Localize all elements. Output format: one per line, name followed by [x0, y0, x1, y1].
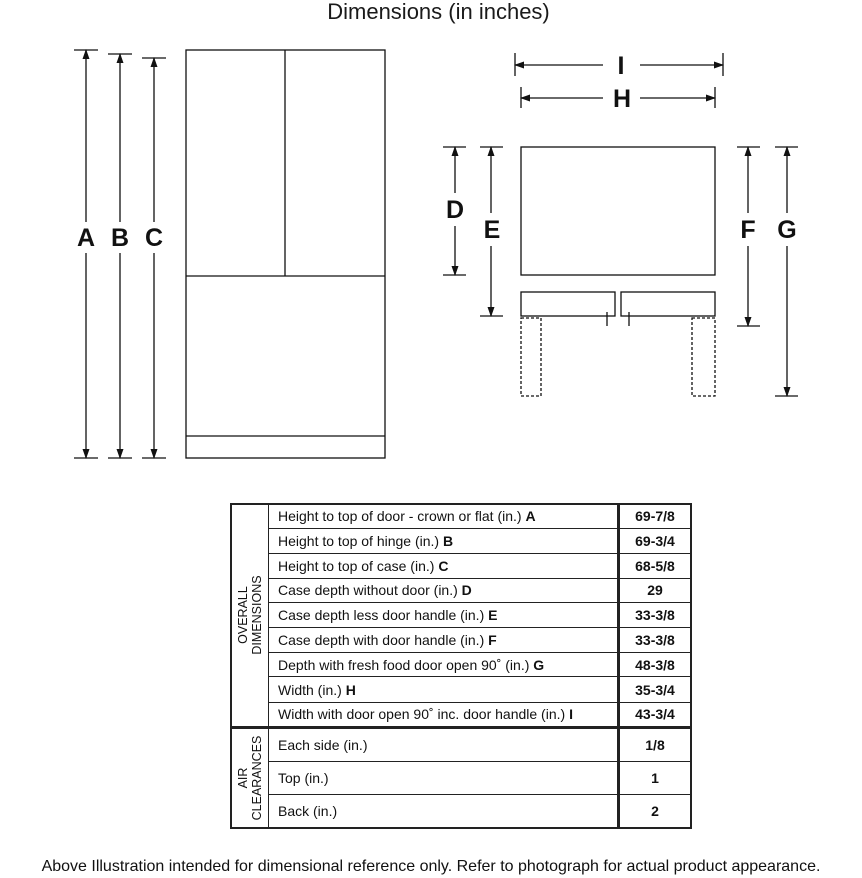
table-row	[231, 702, 691, 727]
row-label: Case depth without door (in.) D	[269, 578, 619, 602]
label-c: C	[144, 224, 164, 252]
label-a: A	[76, 224, 96, 252]
label-g: G	[777, 216, 797, 244]
row-value: 2	[619, 795, 692, 828]
dimension-b-line	[108, 54, 132, 458]
row-value: 43-3/4	[619, 702, 692, 727]
table-row	[231, 603, 691, 628]
row-label: Height to top of door - crown or flat (in.) A	[269, 504, 619, 528]
row-label: Case depth less door handle (in.) E	[269, 603, 619, 628]
row-value: 1	[619, 761, 692, 794]
row-label: Width (in.) H	[269, 677, 619, 702]
diagram-title: Dimensions (in inches)	[327, 0, 550, 24]
open-doors-dashed	[521, 318, 715, 396]
table-row	[231, 795, 691, 828]
label-b: B	[110, 224, 130, 252]
row-value: 69-7/8	[619, 504, 692, 528]
group-label-overall-dimensions: OVERALL DIMENSIONS	[231, 504, 269, 727]
row-value: 48-3/8	[619, 653, 692, 677]
label-h: H	[612, 85, 632, 113]
label-i: I	[617, 52, 625, 80]
table-row	[231, 553, 691, 578]
row-label: Each side (in.)	[269, 727, 619, 761]
row-label: Depth with fresh food door open 90˚ (in.) G	[269, 653, 619, 677]
row-value: 33-3/8	[619, 628, 692, 653]
table-row	[231, 677, 691, 702]
front-view-refrigerator	[186, 50, 385, 458]
table-row	[231, 761, 691, 794]
table-row	[231, 727, 691, 761]
row-label: Case depth with door handle (in.) F	[269, 628, 619, 653]
dimension-c-line	[142, 58, 166, 458]
row-value: 29	[619, 578, 692, 602]
table-row	[231, 528, 691, 553]
row-value: 35-3/4	[619, 677, 692, 702]
table-row	[231, 504, 691, 528]
label-e: E	[483, 216, 501, 244]
row-value: 68-5/8	[619, 553, 692, 578]
disclaimer-text: Above Illustration intended for dimensional reference only. Refer to photograph for actual product appearance.	[41, 858, 821, 875]
group-label-air-clearances: AIR CLEARANCES	[231, 727, 269, 828]
table-row	[231, 628, 691, 653]
row-label: Top (in.)	[269, 761, 619, 794]
dimension-g-line	[775, 147, 798, 396]
table-row	[231, 653, 691, 677]
top-view-refrigerator	[521, 147, 715, 326]
row-label: Back (in.)	[269, 795, 619, 828]
table-row	[231, 578, 691, 602]
row-value: 1/8	[619, 727, 692, 761]
dimension-a-line	[74, 50, 98, 458]
row-label: Height to top of case (in.) C	[269, 553, 619, 578]
row-label: Width with door open 90˚ inc. door handle (in.) I	[269, 702, 619, 727]
row-value: 33-3/8	[619, 603, 692, 628]
row-label: Height to top of hinge (in.) B	[269, 528, 619, 553]
label-f: F	[740, 216, 756, 244]
row-value: 69-3/4	[619, 528, 692, 553]
label-d: D	[445, 196, 465, 224]
dimensions-table	[230, 503, 692, 829]
